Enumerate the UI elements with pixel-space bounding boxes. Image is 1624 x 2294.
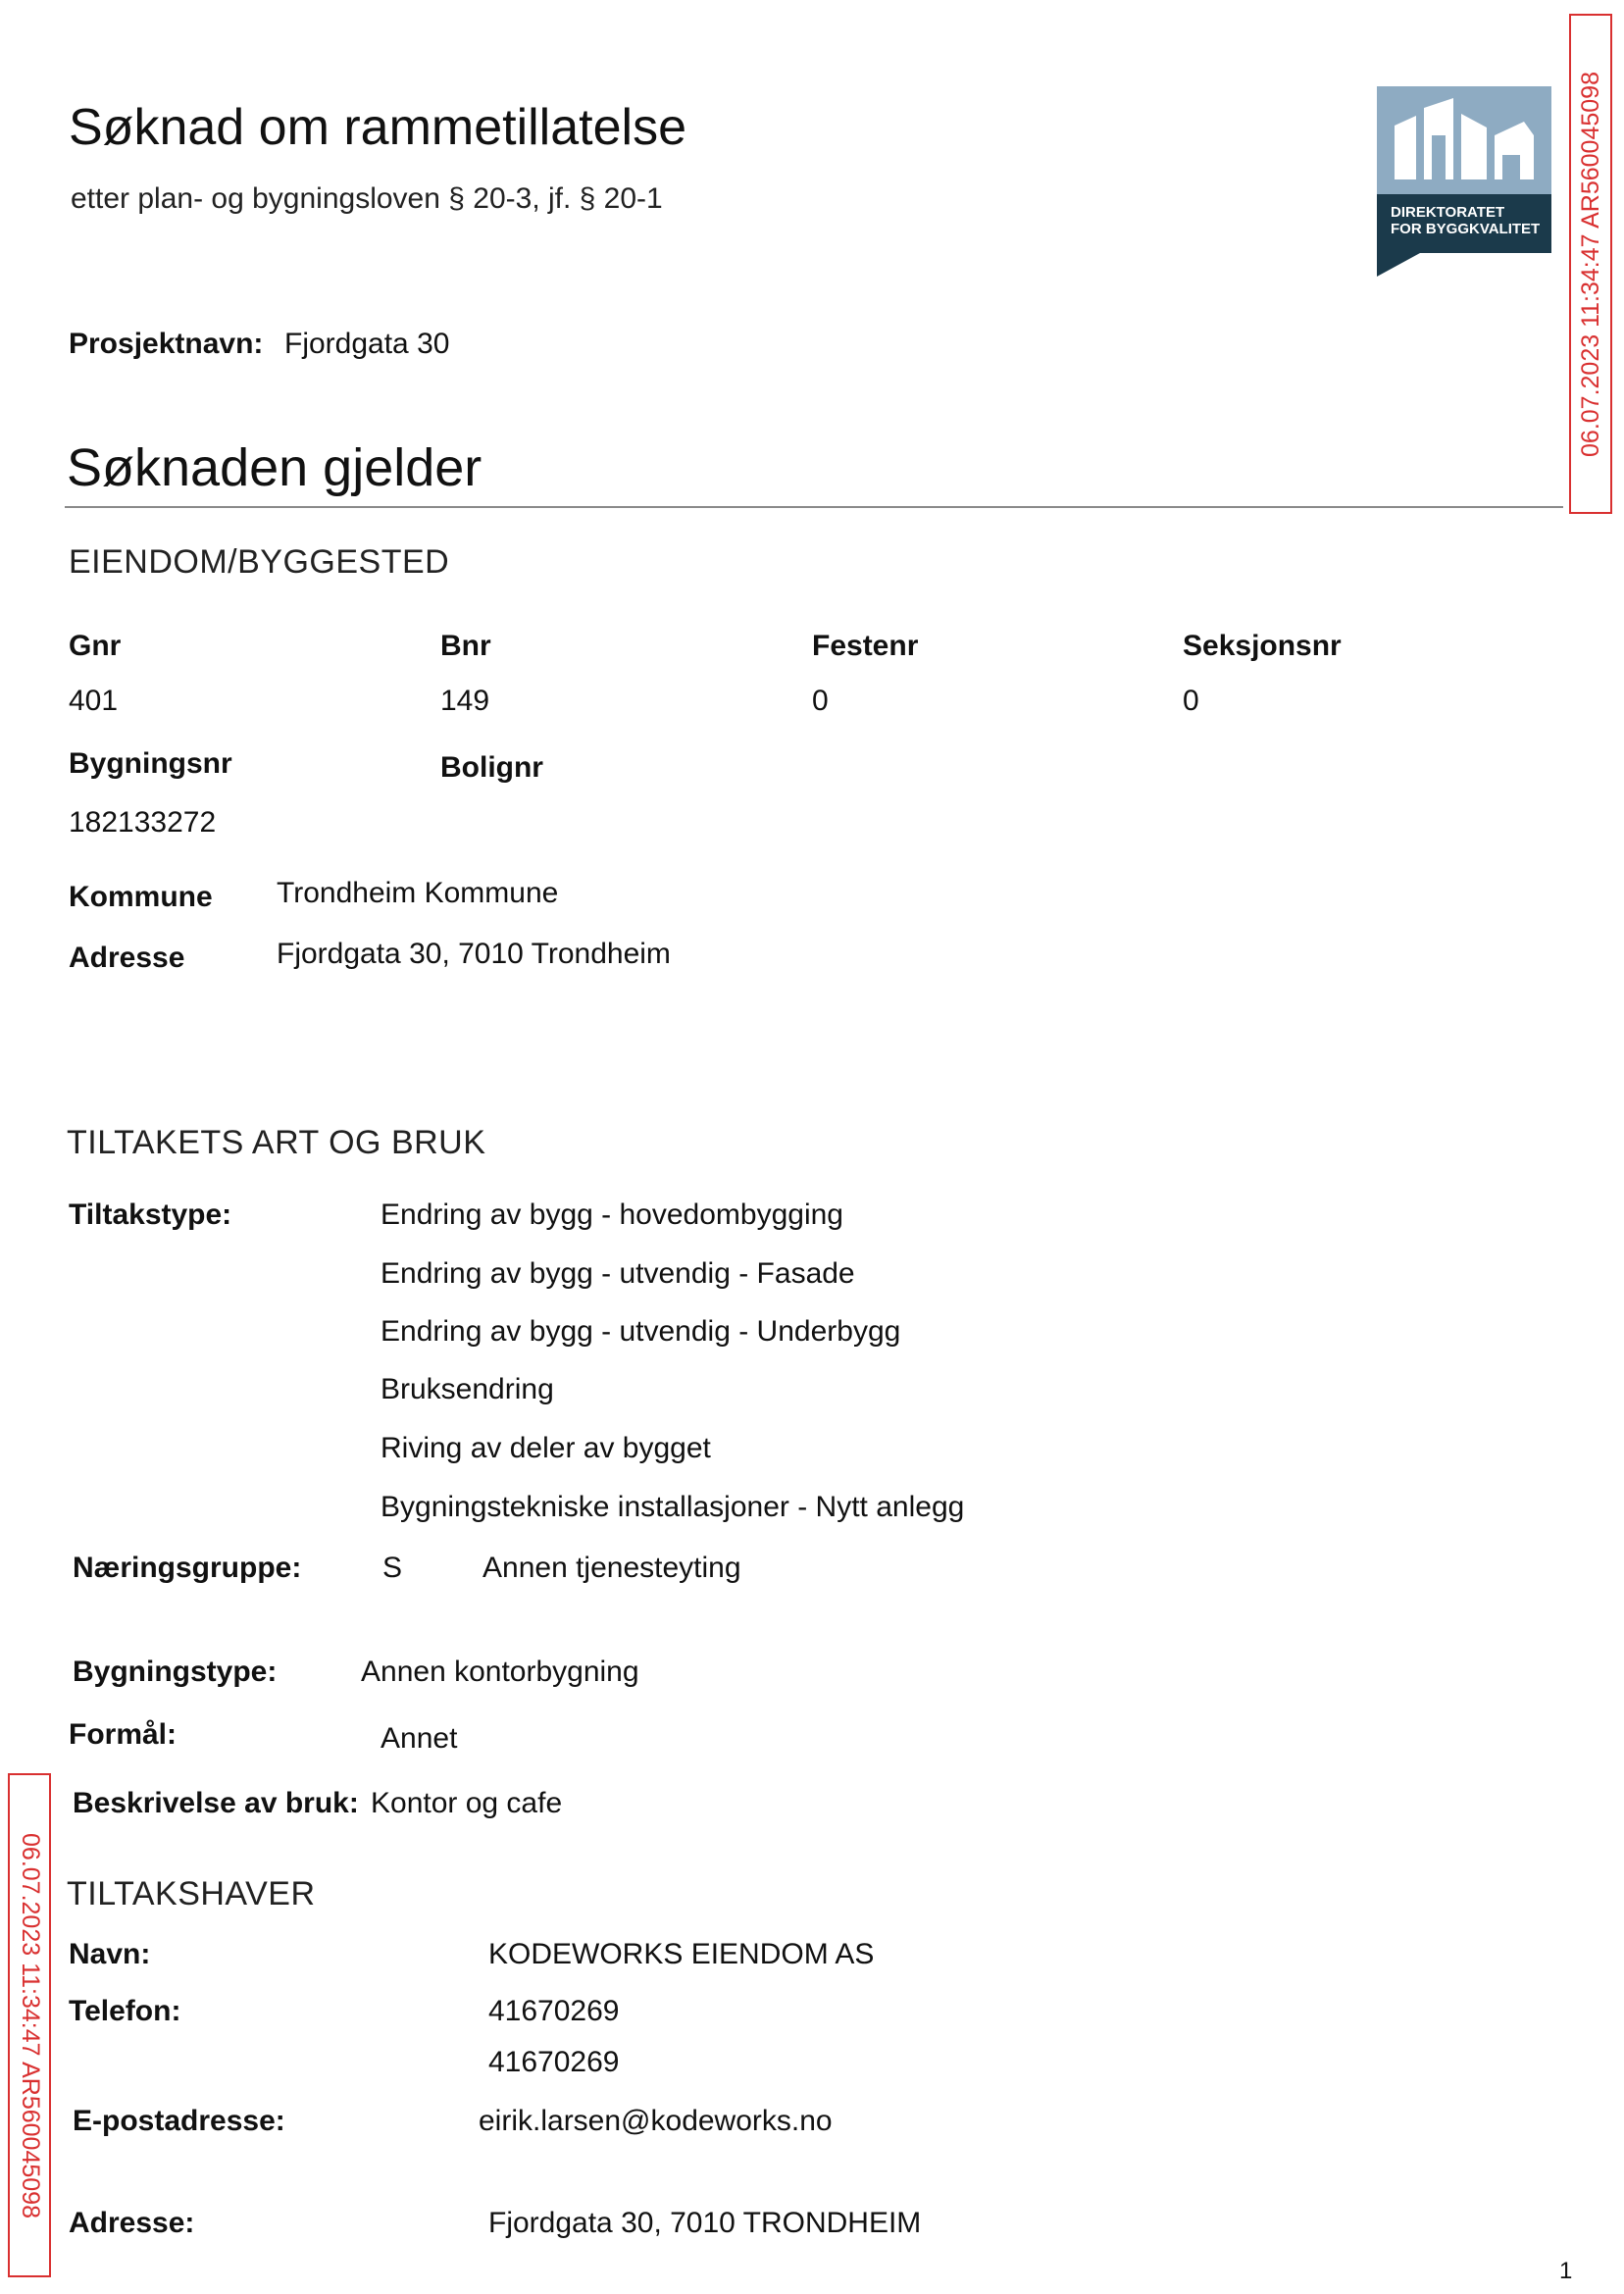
seksjonsnr-label: Seksjonsnr — [1183, 630, 1342, 662]
section-heading-applies: Søknaden gjelder — [67, 438, 482, 497]
logo-building-icon — [1377, 86, 1551, 194]
archive-stamp-left — [8, 1773, 51, 2277]
epost-value: eirik.larsen@kodeworks.no — [479, 2105, 833, 2137]
section-divider — [65, 506, 1563, 508]
owner-adresse-value: Fjordgata 30, 7010 TRONDHEIM — [488, 2207, 922, 2239]
bygningsnr-value: 182133272 — [69, 806, 217, 839]
adresse-value: Fjordgata 30, 7010 Trondheim — [277, 938, 671, 970]
stamp-text-right: 06.07.2023 11:34:47 AR560045098 — [1576, 71, 1604, 457]
epost-label: E-postadresse: — [73, 2105, 285, 2137]
navn-value: KODEWORKS EIENDOM AS — [488, 1938, 875, 1970]
logo-line1: DIREKTORATET — [1391, 204, 1505, 221]
naeringsgruppe-value: Annen tjenesteyting — [482, 1552, 741, 1584]
telefon-value: 41670269 — [488, 2046, 620, 2078]
tiltakstype-item: Bygningstekniske installasjoner - Nytt anlegg — [381, 1491, 965, 1523]
page-number: 1 — [1559, 2258, 1573, 2284]
navn-label: Navn: — [69, 1938, 151, 1970]
logo-tail — [1377, 253, 1420, 277]
telefon-label: Telefon: — [69, 1995, 181, 2027]
naeringsgruppe-label: Næringsgruppe: — [73, 1552, 302, 1584]
tiltakstype-item: Bruksendring — [381, 1373, 554, 1405]
bnr-label: Bnr — [440, 630, 491, 662]
festenr-label: Festenr — [812, 630, 919, 662]
adresse-label: Adresse — [69, 942, 185, 974]
beskrivelse-label: Beskrivelse av bruk: — [73, 1787, 359, 1819]
tiltakstype-item: Riving av deler av bygget — [381, 1432, 711, 1464]
tiltakstype-label: Tiltakstype: — [69, 1198, 232, 1231]
project-value: Fjordgata 30 — [284, 328, 450, 360]
bygningstype-label: Bygningstype: — [73, 1656, 278, 1688]
bygningstype-value: Annen kontorbygning — [361, 1656, 639, 1688]
formal-value: Annet — [381, 1722, 458, 1755]
gnr-label: Gnr — [69, 630, 122, 662]
document-title: Søknad om rammetillatelse — [69, 99, 686, 156]
kommune-label: Kommune — [69, 881, 213, 913]
bolignr-label: Bolignr — [440, 751, 543, 784]
logo-line2: FOR BYGGKVALITET — [1391, 221, 1541, 237]
formal-label: Formål: — [69, 1718, 178, 1751]
seksjonsnr-value: 0 — [1183, 685, 1199, 717]
bnr-value: 149 — [440, 685, 490, 717]
festenr-value: 0 — [812, 685, 829, 717]
beskrivelse-value: Kontor og cafe — [371, 1787, 563, 1819]
bygningsnr-label: Bygningsnr — [69, 747, 232, 780]
owner-adresse-label: Adresse: — [69, 2207, 195, 2239]
tiltakstype-item: Endring av bygg - utvendig - Underbygg — [381, 1315, 901, 1348]
gnr-value: 401 — [69, 685, 119, 717]
owner-heading: TILTAKSHAVER — [67, 1875, 316, 1912]
document-subtitle: etter plan- og bygningsloven § 20-3, jf. § 20-1 — [71, 182, 663, 215]
dibk-logo — [1377, 86, 1551, 277]
tiltakstype-item: Endring av bygg - utvendig - Fasade — [381, 1257, 855, 1290]
tiltakstype-item: Endring av bygg - hovedombygging — [381, 1198, 843, 1231]
naeringsgruppe-code: S — [382, 1552, 403, 1584]
measure-heading: TILTAKETS ART OG BRUK — [67, 1124, 486, 1161]
project-label: Prosjektnavn: — [69, 328, 264, 360]
kommune-value: Trondheim Kommune — [277, 877, 559, 909]
archive-stamp-right — [1569, 14, 1612, 514]
property-heading: EIENDOM/BYGGESTED — [69, 543, 450, 581]
stamp-text-left: 06.07.2023 11:34:47 AR560045098 — [16, 1832, 44, 2218]
telefon-value: 41670269 — [488, 1995, 620, 2027]
